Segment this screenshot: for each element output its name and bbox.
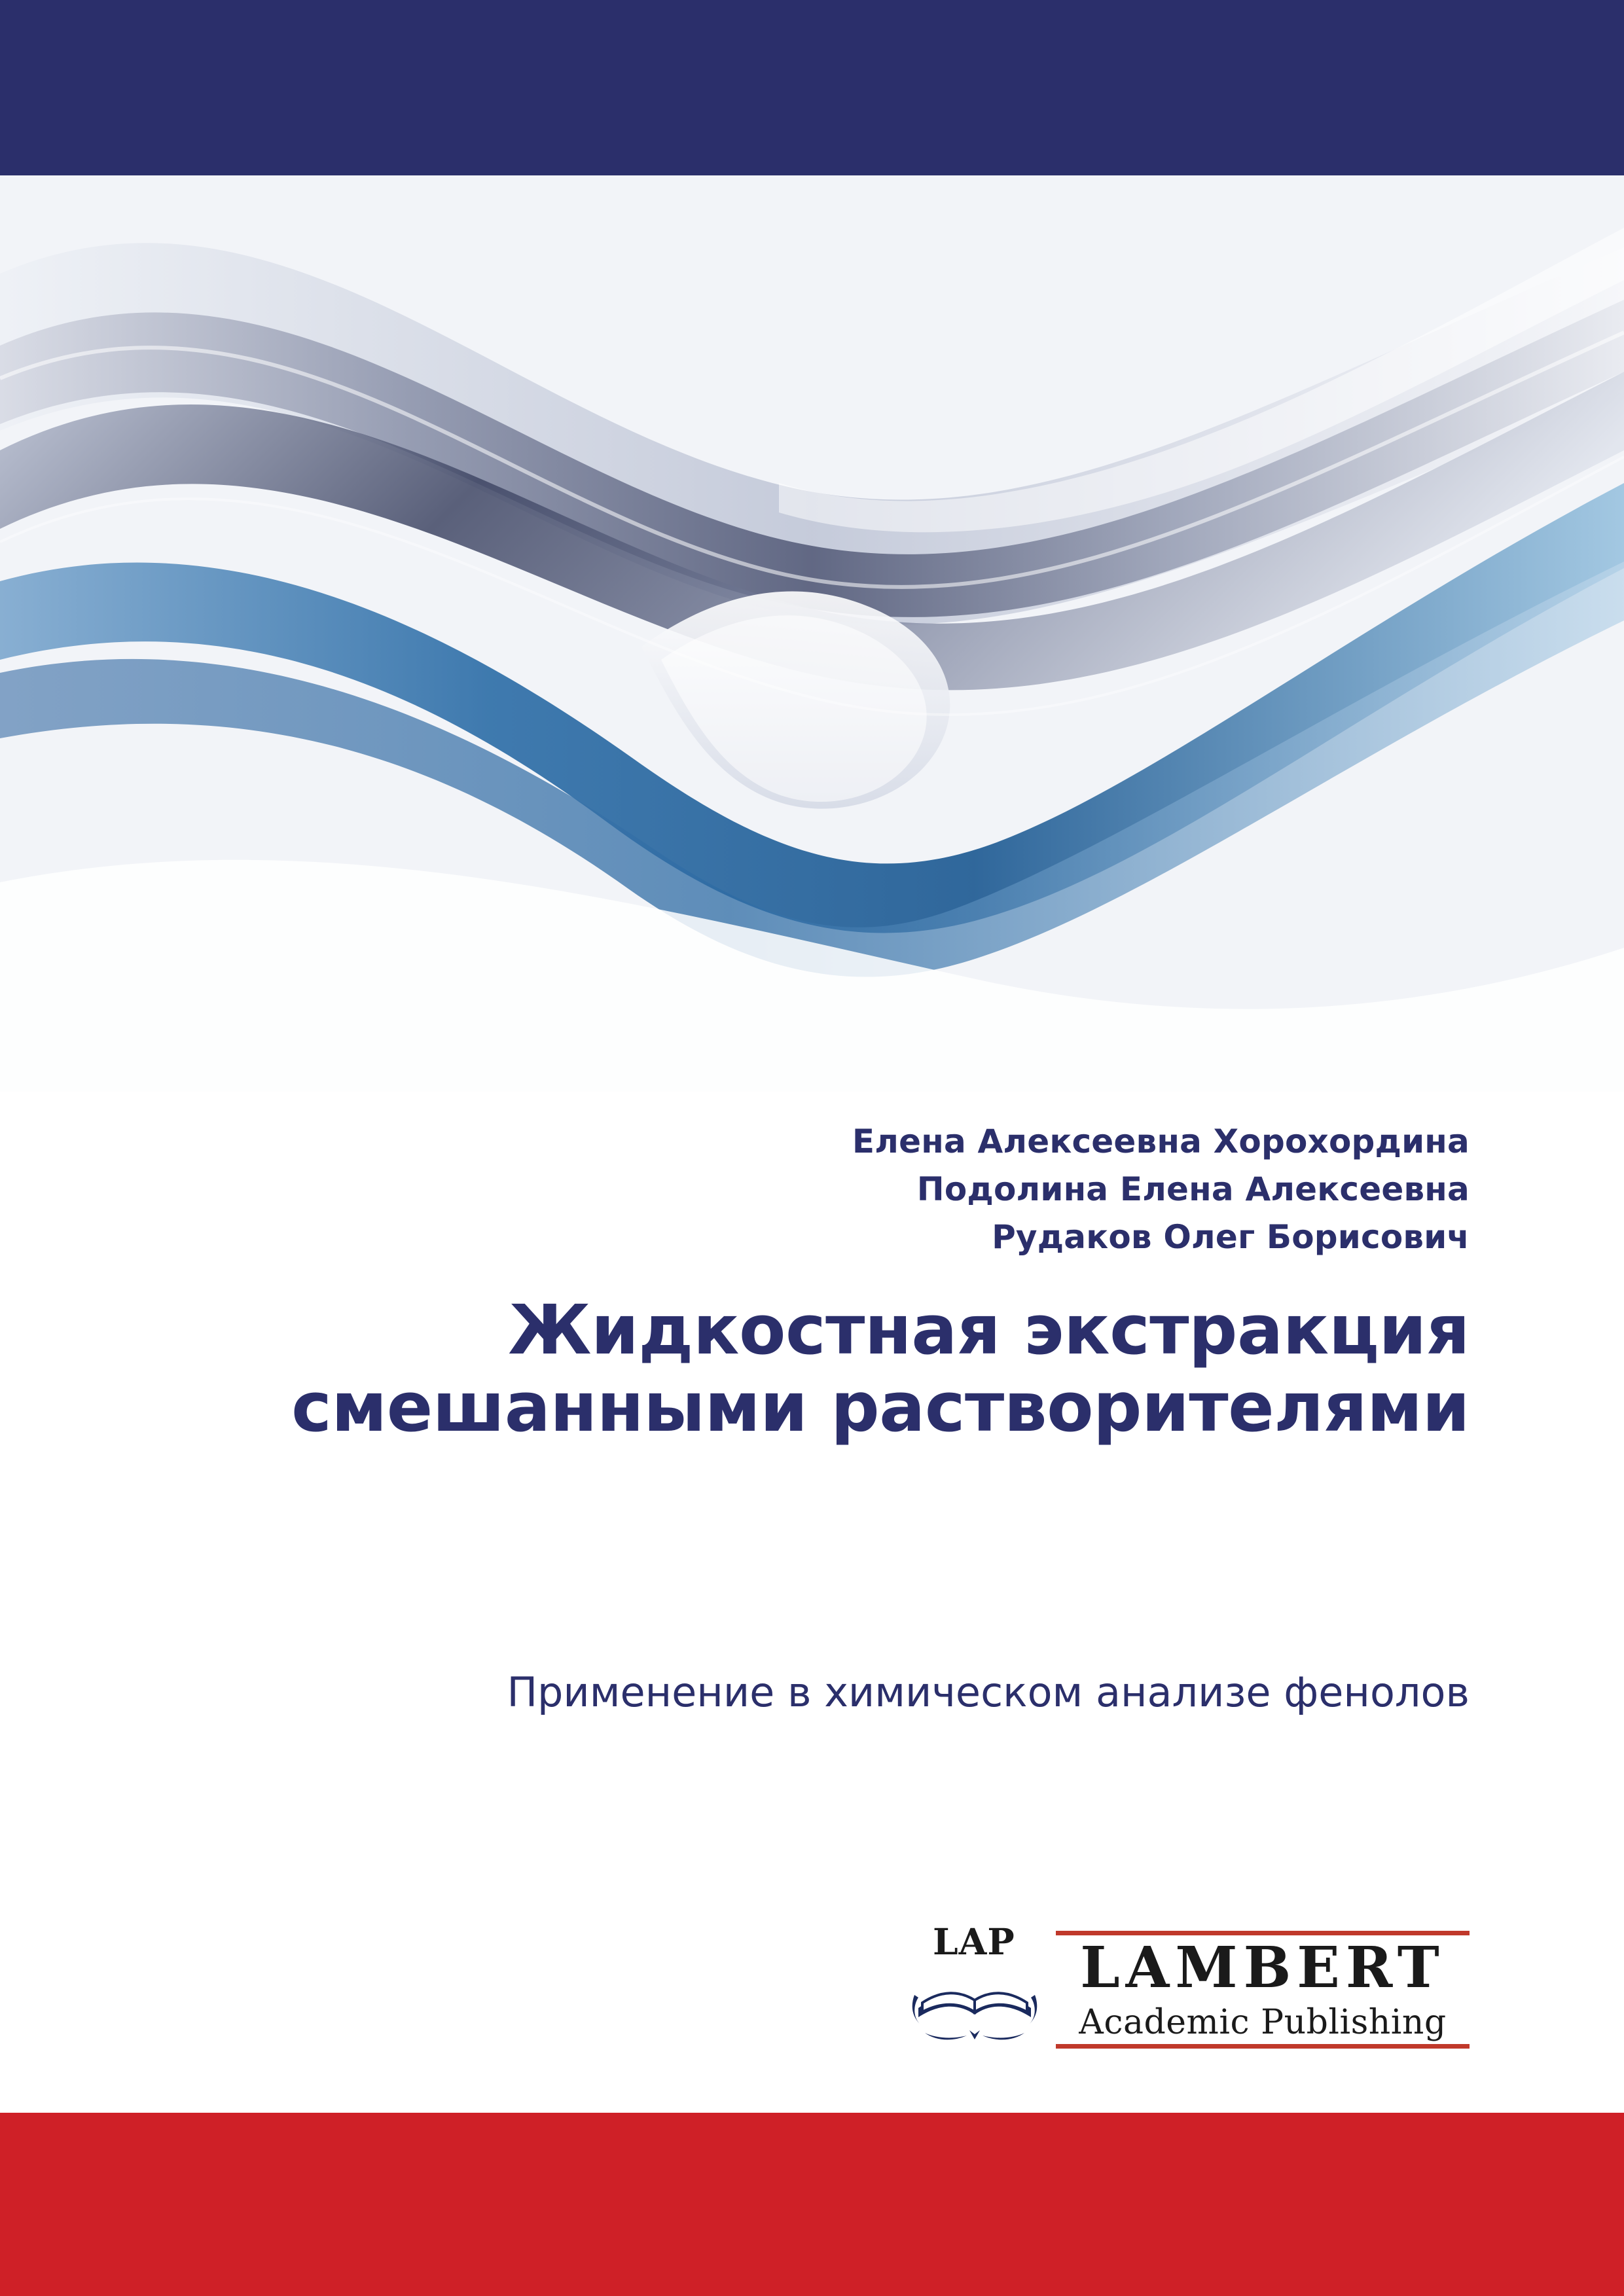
author-name: Елена Алексеевна Хорохордина [852, 1122, 1470, 1160]
logo-rule-bottom [1056, 2044, 1470, 2049]
bottom-color-band [0, 2113, 1624, 2296]
abstract-waves-illustration [0, 175, 1624, 1092]
top-color-band [0, 0, 1624, 175]
author-name: Подолина Елена Алексеевна [916, 1170, 1470, 1208]
publisher-logo [907, 1920, 1470, 2075]
publisher-name: LAMBERT [1080, 1935, 1445, 2001]
book-title: Жидкостная экстракция смешанными растворителями [291, 1290, 1470, 1447]
book-subtitle: Применение в химическом анализе фенолов [507, 1668, 1470, 1716]
publisher-mark: LAP [933, 1920, 1015, 1963]
publisher-wordmark [1056, 1931, 1470, 2049]
authors-block [0, 1118, 1470, 1261]
cover-artwork [0, 175, 1624, 1092]
publisher-tagline: Academic Publishing [1079, 2003, 1447, 2042]
author-name: Рудаков Олег Борисович [992, 1218, 1470, 1256]
